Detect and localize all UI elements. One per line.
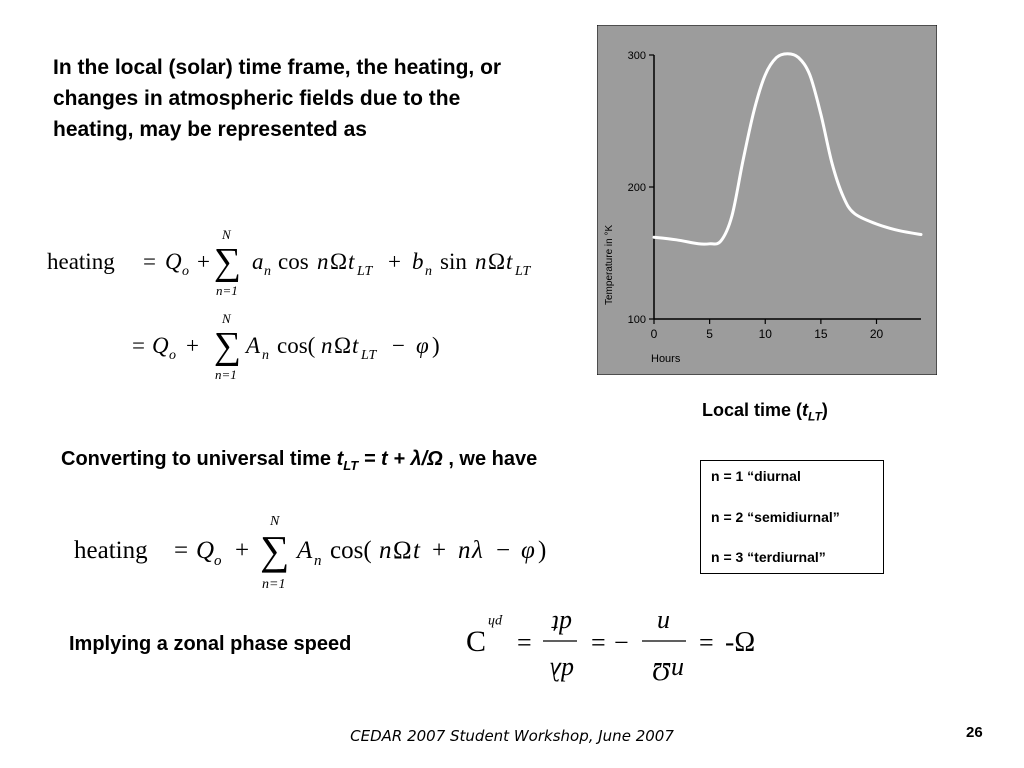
eq2-t-sub: LT bbox=[361, 348, 377, 363]
phase-eq2: = bbox=[591, 628, 606, 657]
implying-text: Implying a zonal phase speed bbox=[69, 633, 352, 655]
eq2-Q-sub: o bbox=[169, 348, 176, 363]
harmonic-terdiurnal: n = 3 “terdiurnal” bbox=[711, 549, 826, 565]
eq3-n2: n bbox=[458, 537, 471, 564]
eq3-omega: Ω bbox=[393, 537, 412, 564]
eq1-sum-upper: N bbox=[222, 227, 231, 242]
eq1-equals: = bbox=[143, 249, 156, 274]
phase-frac2-num: n bbox=[657, 610, 670, 639]
eq1-cos: cos bbox=[278, 249, 309, 274]
eq3-t: t bbox=[413, 537, 420, 564]
heating-equation-amplitude-phase bbox=[130, 306, 470, 386]
eq3-plus2: + bbox=[432, 537, 447, 564]
x-tick-label: 5 bbox=[706, 327, 713, 341]
eq1-omega2: Ω bbox=[488, 249, 506, 274]
eq3-A-sub: n bbox=[314, 553, 322, 569]
eq1-Q-sub: o bbox=[182, 264, 189, 279]
page-number: 26 bbox=[966, 724, 983, 741]
eq2-sum-lower: n=1 bbox=[215, 367, 237, 382]
phase-C: C bbox=[466, 625, 487, 658]
footer-text: CEDAR 2007 Student Workshop, June 2007 bbox=[350, 727, 674, 745]
eq1-omega: Ω bbox=[330, 249, 348, 274]
eq1-b: b bbox=[412, 249, 424, 274]
eq1-Q: Q bbox=[165, 249, 182, 274]
eq2-phi: φ bbox=[416, 333, 429, 358]
eq1-sum-lower: n=1 bbox=[216, 283, 238, 298]
eq3-sum: ∑ bbox=[260, 527, 290, 573]
eq2-Q: Q bbox=[152, 333, 169, 358]
phase-C-sub: ph bbox=[488, 614, 502, 629]
eq3-phi: φ bbox=[521, 537, 535, 564]
eq2-omega: Ω bbox=[334, 333, 352, 358]
eq1-sin: sin bbox=[440, 249, 467, 274]
eq2-A-sub: n bbox=[262, 348, 269, 363]
eq1-t: t bbox=[348, 249, 355, 274]
converting-omega: Ω bbox=[427, 448, 443, 470]
eq2-close: ) bbox=[432, 333, 440, 358]
eq1-sum: ∑ bbox=[214, 241, 242, 283]
figure-background bbox=[597, 25, 937, 375]
eq1-plus: + bbox=[197, 249, 210, 274]
eq2-sum-upper: N bbox=[222, 311, 231, 326]
x-tick-label: 10 bbox=[758, 327, 772, 341]
eq1-n2: n bbox=[475, 249, 487, 274]
eq1-n: n bbox=[317, 249, 329, 274]
intro-text: In the local (solar) time frame, the heating, or changes in atmospheric fields due to the heating, may be represented as bbox=[53, 56, 502, 141]
eq1-a-sub: n bbox=[264, 264, 271, 279]
phase-speed-equation bbox=[462, 596, 782, 688]
converting-text bbox=[61, 448, 537, 473]
figure-caption bbox=[702, 400, 828, 424]
phase-result: -Ω bbox=[725, 627, 756, 658]
y-axis-label: Temperature in °K bbox=[604, 224, 615, 305]
eq3-n: n bbox=[379, 537, 392, 564]
x-tick-label: 20 bbox=[869, 327, 884, 341]
eq3-Q-sub: o bbox=[214, 553, 222, 569]
eq2-t: t bbox=[352, 333, 359, 358]
eq1-t-sub: LT bbox=[357, 264, 373, 279]
x-axis-label: Hours bbox=[651, 353, 681, 365]
caption-suffix: ) bbox=[821, 400, 828, 420]
y-tick-label: 200 bbox=[627, 182, 646, 194]
converting-formula: = t + bbox=[358, 448, 411, 470]
eq2-n: n bbox=[321, 333, 333, 358]
temperature-chart bbox=[597, 25, 937, 375]
eq3-sum-upper: N bbox=[270, 514, 280, 529]
converting-t-sub: LT bbox=[343, 458, 359, 473]
harmonic-diurnal: n = 1 “diurnal bbox=[711, 468, 801, 484]
eq2-cos-open: cos( bbox=[277, 333, 316, 358]
converting-slash: / bbox=[421, 448, 428, 470]
eq1-plus2: + bbox=[388, 249, 401, 274]
phase-eq1: = bbox=[517, 628, 532, 657]
eq3-A: A bbox=[297, 537, 313, 564]
caption-prefix: Local time ( bbox=[702, 400, 803, 420]
eq3-Q: Q bbox=[196, 537, 215, 564]
eq2-A: A bbox=[246, 333, 261, 358]
temperature-figure bbox=[597, 25, 937, 375]
eq3-close: ) bbox=[538, 537, 547, 564]
eq1-t2: t bbox=[506, 249, 513, 274]
phase-frac1-den: dλ bbox=[549, 657, 574, 686]
heating-equation-universal-time bbox=[72, 508, 572, 594]
x-tick-label: 15 bbox=[814, 327, 828, 341]
eq2-minus: − bbox=[392, 333, 405, 358]
eq3-cos-open: cos( bbox=[330, 537, 372, 564]
converting-suffix: , we have bbox=[442, 448, 538, 470]
caption-sub: LT bbox=[808, 409, 822, 424]
phase-minus: − bbox=[614, 628, 629, 657]
y-tick-label: 300 bbox=[627, 50, 646, 62]
eq3-equals: = bbox=[174, 537, 189, 564]
eq3-minus: − bbox=[496, 537, 511, 564]
heating-equation-local-time bbox=[45, 222, 555, 302]
phase-frac1-num: dt bbox=[551, 610, 572, 639]
harmonic-semidiurnal: n = 2 “semidiurnal” bbox=[711, 509, 840, 525]
converting-prefix: Converting to universal time bbox=[61, 448, 337, 470]
converting-t: t bbox=[336, 448, 344, 470]
caption-var: t bbox=[802, 400, 809, 420]
eq1-a: a bbox=[252, 249, 264, 274]
eq1-lhs: heating bbox=[47, 249, 115, 274]
eq1-t2-sub: LT bbox=[515, 264, 531, 279]
eq2-plus: + bbox=[186, 333, 199, 358]
eq1-b-sub: n bbox=[425, 264, 432, 279]
eq3-sum-lower: n=1 bbox=[262, 577, 286, 592]
eq3-lambda: λ bbox=[472, 537, 483, 564]
phase-eq3: = bbox=[699, 628, 714, 657]
eq2-sum: ∑ bbox=[214, 325, 242, 367]
harmonics-box bbox=[700, 460, 884, 574]
converting-lambda: λ bbox=[410, 448, 422, 470]
eq3-lhs: heating bbox=[74, 537, 148, 564]
y-tick-label: 100 bbox=[627, 314, 646, 326]
eq3-plus: + bbox=[235, 537, 250, 564]
eq2-equals: = bbox=[132, 333, 145, 358]
phase-frac2-den: nΩ bbox=[652, 657, 684, 686]
x-tick-label: 0 bbox=[650, 327, 658, 341]
